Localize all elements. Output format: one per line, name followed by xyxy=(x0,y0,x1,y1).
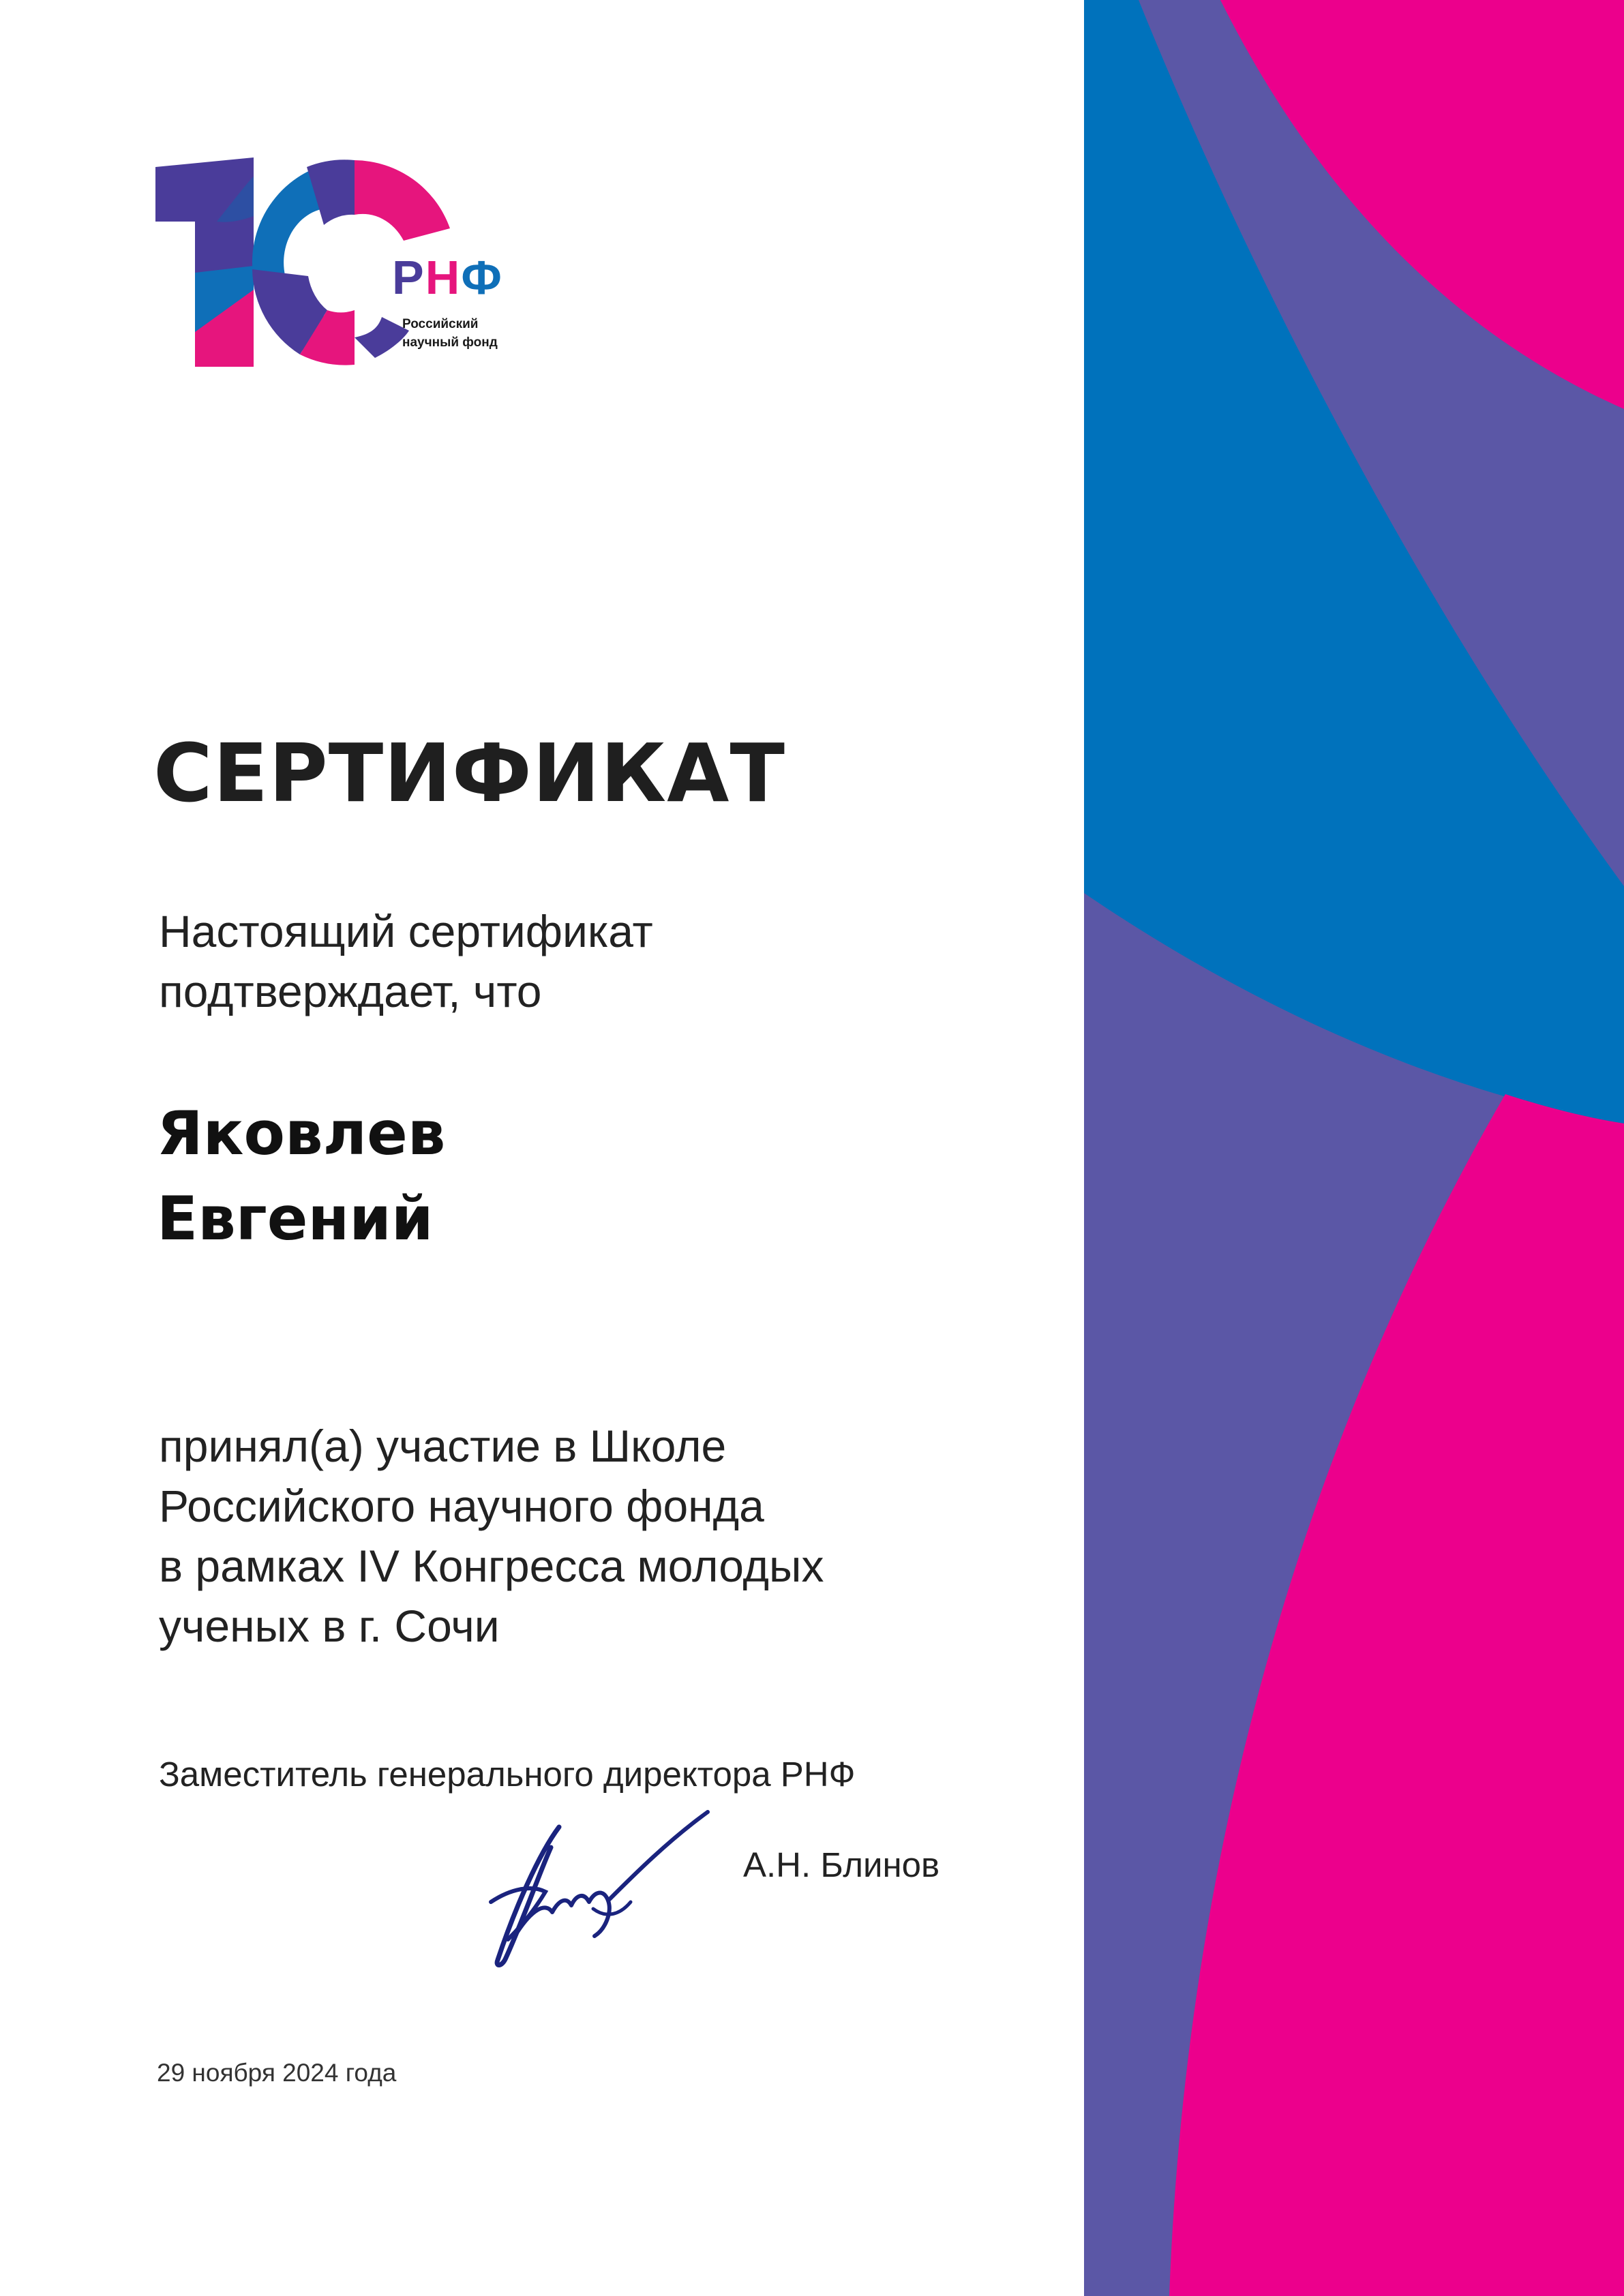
logo-letter-n: Н xyxy=(425,251,462,304)
body-line-3: в рамках IV Конгресса молодых xyxy=(159,1541,824,1591)
intro-line2: подтверждает, что xyxy=(159,966,542,1016)
certificate-title: СЕРТИФИКАТ xyxy=(153,726,785,820)
recipient-given-name: Евгений xyxy=(157,1183,434,1254)
signer-name: А.Н. Блинов xyxy=(743,1845,940,1884)
decorative-waves-graphic xyxy=(1084,0,1624,2296)
logo-letter-f: Ф xyxy=(461,251,504,304)
body-line-1: принял(а) участие в Школе xyxy=(159,1421,727,1471)
body-line-2: Российского научного фонда xyxy=(159,1481,764,1531)
certificate-intro xyxy=(159,901,1045,1021)
recipient-surname: Яковлев xyxy=(157,1098,446,1168)
logo-name-line1: Российский xyxy=(402,317,479,331)
body-line-4: ученых в г. Сочи xyxy=(159,1601,500,1651)
rnf-10-logo xyxy=(150,153,518,372)
decorative-side-panel xyxy=(1084,0,1624,2296)
recipient-name xyxy=(157,1091,1043,1261)
logo-name-line2: научный фонд xyxy=(402,335,498,350)
certificate-body xyxy=(159,1416,1059,1656)
signature-icon xyxy=(450,1800,723,1977)
signer-position: Заместитель генерального директора РНФ xyxy=(159,1755,856,1794)
intro-line1: Настоящий сертификат xyxy=(159,906,653,956)
logo-abbreviation xyxy=(392,251,504,304)
logo-letter-r: Р xyxy=(392,251,425,304)
handwritten-signature xyxy=(450,1800,723,1977)
logo-organization-name xyxy=(402,315,539,352)
issue-date: 29 ноября 2024 года xyxy=(157,2059,397,2087)
